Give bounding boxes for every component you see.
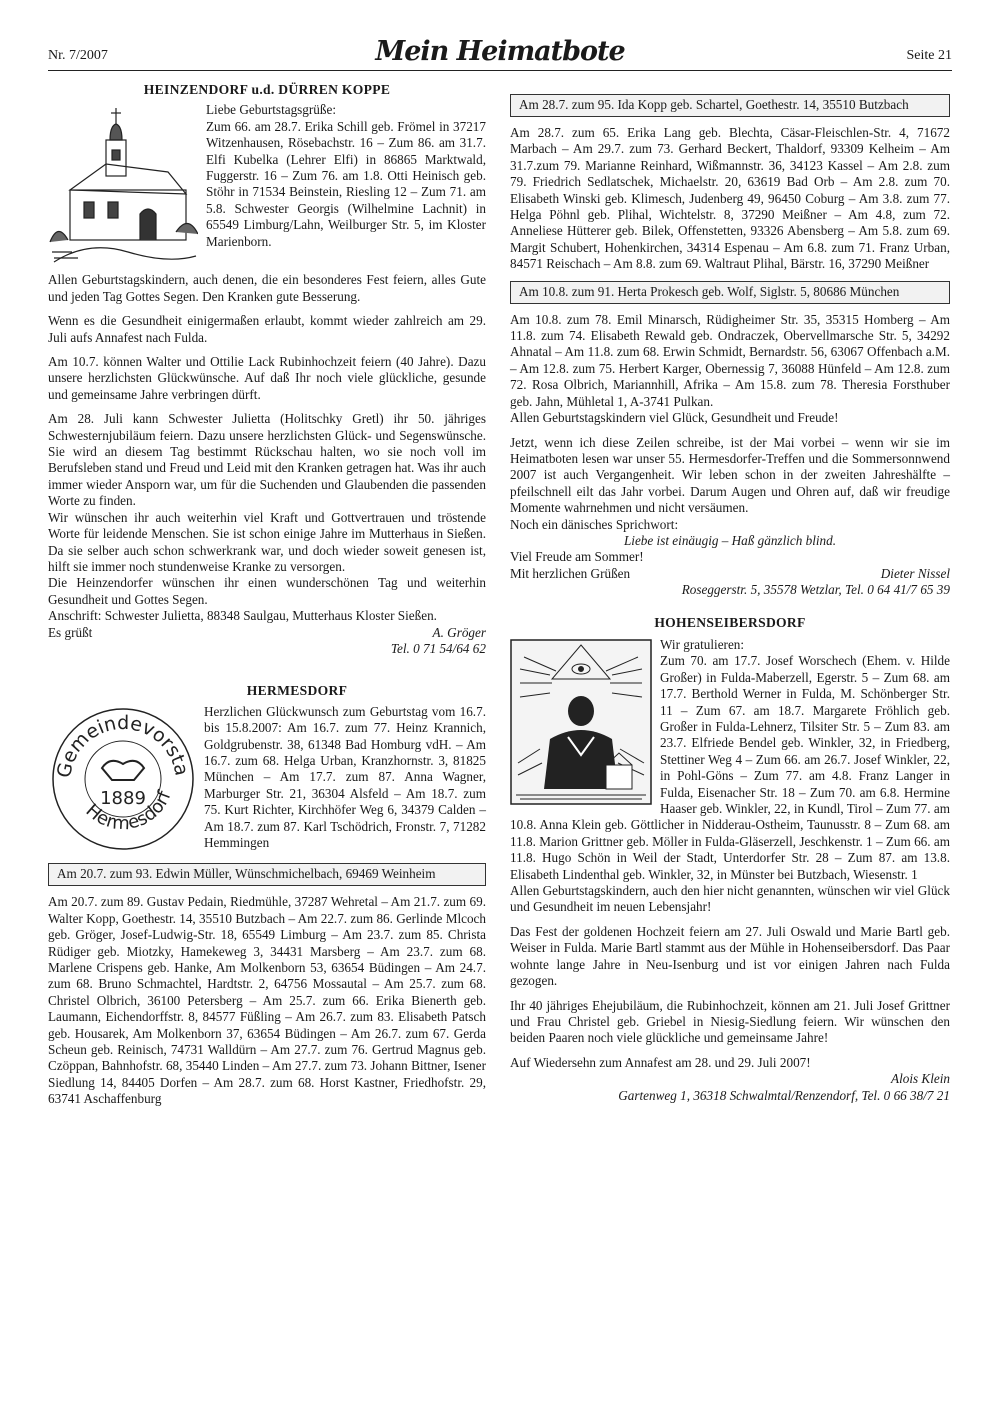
seal-bottom-text: Hermesdorf	[81, 787, 176, 835]
author-phone: Tel. 0 71 54/64 62	[390, 640, 486, 656]
hermesdorf-list: Am 20.7. zum 89. Gustav Pedain, Riedmühle, 37287 Wehretal – Am 21.7. zum 69. Walter Kopp, Goethestr. 14, 35510 Butzbach – Am 22.7. zum 86. Gerlinde Mlcoch geb. Gröger, Josef-Ludwig-Str. 18, 65549 Limburg – Am 23.7. zum 85. Christa Rüdiger geb. Miotzky, Hamekeweg 3, 34431 Marsberg – Am 23.7. zum 68. Marlene Crispens geb. Hanke, Am Molkenborn 53, 63654 Büdingen – Am 24.7. zum 68. Bruno Schmachtel, Hardtstr. 2, 64756 Mossautal – Am 25.7. zum 68. Christel Olbrich, 36100 Petersberg – Am 25.7. zum 66. Erika Bienerth geb. Laumann, Eichendorffstr. 8, 84577 Füßling – Am 26.7. zum 83. Elisabeth Patsch geb. Housarek, Am Molkenborn 37, 63654 Büdingen – Am 26.7. zum 67. Gerda Scheun geb. Reinisch, 74731 Walldürn – Am 27.7. zum 76. Gertrud Magnus geb. Czöppan, Bahnhofstr. 68, 35440 Linden – Am 27.7. zum 73. Johann Bittner, Isener Siedlung 14, 84405 Dorfen – Am 28.7. zum 68. Horst Kastner, Friedhofstr. 29, 63741 Aschaffenburg	[48, 894, 486, 1107]
woodcut-illustration	[510, 639, 652, 805]
julietta-wishes: Wir wünschen ihr auch weiterhin viel Kraft und Gottvertrauen und tröstende Worte für leidende Menschen. Sie ist schon einige Jahre im Mutterhaus in Sießen. Da sie selber auch schon schwerkrank war, und doch wieder soweit genesen ist, hilft sie immer noch stundenweise Kranke zu versorgen.	[48, 509, 486, 574]
svg-text:Gemeindevorstand	[48, 704, 193, 780]
highlight-box-kopp: Am 28.7. zum 95. Ida Kopp geb. Schartel, Goethestr. 14, 35510 Butzbach	[510, 94, 950, 117]
hermesdorf-all-wishes: Allen Geburtstagskindern viel Glück, Gesundheit und Freude!	[510, 410, 839, 426]
page-number: Seite 21	[906, 48, 952, 63]
klein-name: Alois Klein	[891, 1071, 950, 1087]
heinzendorf-annafest: Wenn es die Gesundheit einigermaßen erlaubt, kommt wieder zahlreich am 29. Juli aufs Annafest nach Fulda.	[48, 313, 486, 345]
julietta-address: Anschrift: Schwester Julietta, 88348 Saulgau, Mutterhaus Kloster Sießen.	[48, 608, 437, 624]
greeting-word: Es grüßt	[48, 624, 93, 640]
hohenseibersdorf-heading: HOHENSEIBERSDORF	[654, 614, 806, 630]
heinzendorf-birthdays: Zum 66. am 28.7. Erika Schill geb. Frömel in 37217 Witzenhausen, Rösebachstr. 16 – Zum 86. am 31.7. Elfi Kubelka (Lehrer Elfi) in 86865 Marktwald, Fuggerstr. 16 – Zum 76. am 1.8. Otti Heinisch geb. Stöhr in 71534 Beinstein, Riesling 12 – Zum 71. am 5.8. Schwester Georgis (Wilhelmine Lachnit) in 65549 Limburg/Lahn, Weilburger Str. 5, im Kloster Marienborn.	[206, 118, 486, 249]
golden-wedding: Das Fest der goldenen Hochzeit feiern am 27. Juli Oswald und Marie Bartl geb. Weiser in Fulda. Marie Bartl stammt aus der Mühle in Hohenseibersdorf. Das Paar wohnte lange Jahre in Neu-Isenburg und ist vor einigen Jahren nach Fulda gezogen.	[510, 923, 950, 989]
proverb: Liebe ist einäugig – Haß gänzlich blind.	[623, 532, 837, 548]
heinzendorf-heading: HEINZENDORF u.d. DÜRREN KOPPE	[143, 82, 391, 97]
heinzendorf-greeting: Liebe Geburtstagsgrüße:	[206, 102, 337, 118]
hohenseibersdorf-all-wishes: Allen Geburtstagskindern, auch den hier nicht genannten, wünschen wir viel Glück und Gesundheit im neuen Lebensjahr!	[510, 883, 950, 915]
nissel-name: Dieter Nissel	[880, 565, 950, 581]
highlight-box-prokesch: Am 10.8. zum 91. Herta Prokesch geb. Wolf, Siglstr. 5, 80686 München	[510, 281, 950, 304]
summer-wish: Viel Freude am Sommer!	[510, 549, 644, 565]
hermesdorf-may-text: Jetzt, wenn ich diese Zeilen schreibe, ist der Mai vorbei – wenn wir sie im Heimatboten lesen war unser 55. Hermesdorfer-Treffen und die Sommersonnwend 2007 ist auch Vergangenheit. Wir leben schon in der zweiten Jahreshälfte – pfeilschnell eilt das Jahr vorbei. Darum Augen und Ohren auf, daß wir freudige Momente wahrnehmen und nicht versäumen.	[510, 434, 950, 516]
handshake-icon	[102, 761, 144, 780]
page-header	[48, 36, 952, 71]
proverb-intro: Noch ein dänisches Sprichwort:	[510, 516, 679, 532]
heinzendorf-rubin: Am 10.7. können Walter und Ottilie Lack Rubinhochzeit feiern (40 Jahre). Dazu unsere herzlichsten Glückwünsche. Auf daß Ihr noch viele glückliche, gesunde und gemeinsame Jahre verbringen dürft.	[48, 354, 486, 402]
signature-row	[48, 625, 486, 641]
author-name: A. Gröger	[432, 624, 486, 640]
farewell: Auf Wiedersehn zum Annafest am 28. und 29. Juli 2007!	[510, 1054, 811, 1070]
highlight-box-mueller: Am 20.7. zum 93. Edwin Müller, Wünschmichelbach, 69469 Weinheim	[48, 863, 486, 886]
nissel-signature-row	[510, 566, 950, 582]
nissel-address: Roseggerstr. 5, 35578 Wetzlar, Tel. 0 64 41/7 65 39	[681, 582, 950, 598]
hohenseibersdorf-intro: Wir gratulieren:	[660, 636, 745, 652]
regards-text: Mit herzlichen Grüßen	[510, 565, 631, 581]
gemeinde-seal	[48, 704, 198, 854]
right-column	[510, 94, 950, 1104]
julietta-jubilee: Am 28. Juli kann Schwester Julietta (Holitschky Gretl) ihr 50. jähriges Schwesternjubiläum feiern. Dazu unsere herzlichsten Glück- und Segenswünsche. Sie wird an diesem Tag bestimmt Rückschau halten, wo sie noch voll im Berufsleben stand und Freud und Leid mit den Kranken getragen hat. Was ihr auch immer wieder Ansporn war, um für die Suchenden und Glaubenden die passenden Worte zu finden.	[48, 411, 486, 509]
klein-address: Gartenweg 1, 36318 Schwalmtal/Renzendorf, Tel. 0 66 38/7 21	[618, 1087, 950, 1103]
seal-top-text: Gemeindevorsta	[52, 711, 193, 780]
left-column	[48, 82, 486, 1116]
seal-year: 1889	[100, 787, 146, 809]
masthead-logo: Mein Heimatbote	[375, 36, 625, 67]
hermesdorf-list-2: Am 28.7. zum 65. Erika Lang geb. Blechta, Cäsar-Fleischlen-Str. 4, 71672 Marbach – Am 29.7. zum 73. Gerhard Beckert, Thaldorf, 93309 Kelheim – Am 31.7.zum 79. Marianne Reinhard, Wißmannstr. 36, 34123 Kassel – Am 2.8. zum 79. Friedrich Sedlatschek, Michaelstr. 20, 63619 Bad Orb – Am 2.8. zum 70. Elisabeth Winski geb. Klimesch, Judenberg 49, 96450 Coburg – Am 3.8. zum 77. Helga Pöhnl geb. Plihal, Wichtelstr. 8, 37290 Meißner – Am 4.8, zum 72. Anneliese Hütterer geb. Bilek, Offenstetten, 93326 Abensberg – Am 5.8. zum 69. Margit Schubert, Hohenkirchen, 34314 Espenau – Am 6.8. zum 71. Franz Urban, 84571 Reischach – Am 8.8. zum 69. Waltraut Plihal, Bärstr. 16, 37290 Meißner	[510, 125, 950, 272]
issue-number: Nr. 7/2007	[48, 48, 108, 63]
heinzendorf-closing: Die Heinzendorfer wünschen ihr einen wunderschönen Tag und weiterhin Gesundheit und Gottes Segen.	[48, 575, 486, 607]
hohenseibersdorf-list: Zum 70. am 17.7. Josef Worschech (Ehem. v. Hilde Großer) in Fulda-Maberzell, Egerstr. 5 – Zum 68. am 17.7. Berthold Werner in Fulda, M. Schönberger Str. 11 – Zum 67. am 18.7. Margarete Fröhlich geb. Großer in Fulda-Lehnerz, Tilsiter Str. 5 – Zum 83. am 23.7. Elfriede Bendel geb. Winkler, 32, in Friedberg, Stettiner Weg 4 – Zum 66. am 26.7. Josef Winkler, 22, in Pohl-Göns – Zum 77. am 4.8. Franz Langer in Fulda, Eisenacher Str. 18 – Zum 70. am 6.8. Hermine Haaser geb. Winkler, 22, in Kundl, Tirol – Zum 77. am 10.8. Anna Klein geb. Göttlicher in Nidderau-Ostheim, Taunusstr. 8 – Zum 68. am 11.8. Marion Grittner geb. Möller in Fulda-Gläserzell, Jeschkenstr. 1 – Zum 66. am 11.8. Hugo Schön in Weil der Stadt, Unterdorfer Str. 28 – Zum 87. am 13.8. Elisabeth Lindenthal geb. Winkler, 32, in Münster bei Butzbach, Wiesenstr. 1	[510, 653, 950, 882]
hermesdorf-list-3: Am 10.8. zum 78. Emil Minarsch, Rüdigheimer Str. 35, 35315 Homberg – Am 11.8. zum 74. Elisabeth Rewald geb. Ondraczek, Obervellmarsche Str. 5, 34292 Ahnatal – Am 11.8. zum 68. Erwin Schmidt, Bernardstr. 56, 63067 Offenbach a.M. – Am 12.8. zum 75. Herbert Karger, Obernessig 7, 36088 Hünfeld – Am 12.8. zum 72. Rosa Olbrich, Mariannhill, Afrika – Am 15.8. zum 78. Theresia Forsthuber geb. Jahn, Mühletal 1, A-3741 Pulkan.	[510, 311, 950, 409]
heinzendorf-wishes: Allen Geburtstagskindern, auch denen, die ein besonderes Fest feiern, alles Gute und jeden Tag Gottes Segen. Den Kranken gute Besserung.	[48, 272, 486, 304]
ruby-wedding: Ihr 40 jähriges Ehejubiläum, die Rubinhochzeit, können am 21. Juli Josef Grittner und Frau Christel geb. Griebel in Niesig-Siedlung feiern. Wir wünschen den beiden Paaren noch viele glückliche und gemeinsame Jahre!	[510, 997, 950, 1046]
hermesdorf-birthdays: Herzlichen Glückwunsch zum Geburtstag vom 16.7. bis 15.8.2007: Am 16.7. zum 77. Heinz Krannich, Goldgrubenstr. 38, 61348 Bad Homburg vdH. – Am 16.7. zum 68. Helga Urban, Kranzhornstr. 3, 81825 München – Am 17.7. zum 87. Anna Wagner, Marburger Str. 21, 36304 Alsfeld – Am 18.7. zum 75. Kurt Richter, Kirchhöfer Weg 6, 34379 Calden – Am 18.7. zum 87. Karl Tschödrich, Fronstr. 7, 71282 Hemmingen	[204, 703, 486, 850]
hermesdorf-heading: HERMESDORF	[246, 683, 348, 699]
church-illustration	[48, 102, 198, 270]
